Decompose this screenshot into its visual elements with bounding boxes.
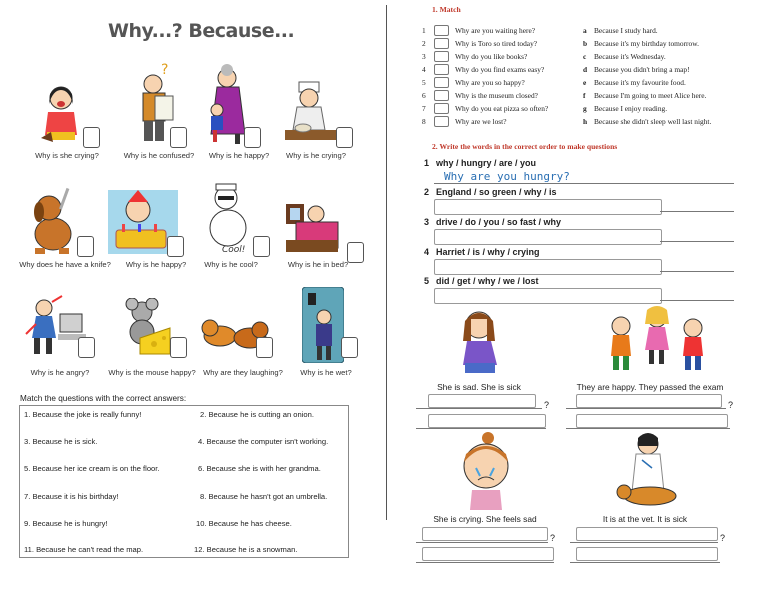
match-checkbox[interactable] (434, 116, 449, 127)
match-letter: h (583, 117, 588, 126)
answer-item: 5. Because her ice cream is on the floor. (24, 464, 160, 473)
match-row: 5 (422, 78, 426, 87)
match-row: 1 (422, 26, 426, 35)
sad-girl-picture (457, 305, 507, 377)
match-instruction: Match the questions with the correct answers: (20, 394, 187, 403)
order-words: England / so green / why / is (436, 187, 557, 197)
answer-box-12[interactable] (341, 337, 358, 358)
match-row: 8 (422, 117, 426, 126)
picture-caption: Why are they laughing? (203, 368, 283, 377)
wet-man-picture (302, 287, 344, 363)
page-divider (386, 5, 387, 520)
order-answer-input[interactable] (434, 259, 662, 275)
match-checkbox[interactable] (434, 38, 449, 49)
match-question: Why is Toro so tired today? (455, 39, 538, 48)
answer-item: 1. Because the joke is really funny! (24, 410, 142, 419)
picture-caption: Why does he have a knife? (19, 260, 111, 269)
picture-caption: Why is the mouse happy? (108, 368, 196, 377)
cool-label: Cool! (222, 245, 246, 255)
answer-box-4[interactable] (336, 127, 353, 148)
mouse-cheese-picture (120, 298, 176, 360)
vet-dog-picture (612, 430, 686, 512)
svg-text:?: ? (161, 62, 169, 78)
picture-caption: Why is he wet? (300, 368, 352, 377)
match-answer: Because I enjoy reading. (594, 104, 668, 113)
match-question: Why are you waiting here? (455, 26, 536, 35)
answer-line (570, 562, 720, 563)
match-letter: g (583, 104, 587, 113)
answer-line (566, 428, 730, 429)
match-letter: d (583, 65, 588, 74)
answer-item: 8. Because he hasn't got an umbrella. (200, 492, 328, 501)
answer-item: 9. Because he is hungry! (24, 519, 108, 528)
order-words: why / hungry / are / you (436, 158, 537, 168)
match-row: 6 (422, 91, 426, 100)
order-answer-line (660, 300, 734, 301)
match-question: Why do you eat pizza so often? (455, 104, 549, 113)
picture-answer-input[interactable] (422, 527, 548, 541)
match-question: Why are you so happy? (455, 78, 525, 87)
match-checkbox[interactable] (434, 51, 449, 62)
answer-item: 11. Because he can't read the map. (24, 545, 144, 554)
right-worksheet (400, 0, 768, 594)
picture-caption: Why is he happy? (125, 260, 187, 269)
picture-caption: It is at the vet. It is sick (602, 514, 688, 524)
order-number: 5 (424, 276, 430, 286)
answer-item: 2. Because he is cutting an onion. (200, 410, 314, 419)
order-number: 1 (424, 158, 430, 168)
order-section-title: 2. Write the words in the correct order to make questions (432, 142, 618, 151)
happy-kids-picture (597, 304, 717, 374)
order-answer-input[interactable] (434, 199, 662, 215)
dog-knife-picture (25, 186, 81, 258)
match-row: 4 (422, 65, 426, 74)
picture-answer-input[interactable] (576, 414, 728, 428)
order-answer-line (660, 271, 734, 272)
match-answer: Because I'm going to meet Alice here. (594, 91, 707, 100)
order-words: Harriet / is / why / crying (436, 247, 540, 257)
answer-box-7[interactable] (253, 236, 270, 257)
match-question: Why are we lost? (455, 117, 507, 126)
picture-caption: Why is he cool? (204, 260, 258, 269)
answer-box-6[interactable] (167, 236, 184, 257)
snowman-picture (200, 180, 260, 258)
match-question: Why is the museum closed? (455, 91, 538, 100)
sick-in-bed-picture (282, 200, 342, 256)
match-answer: Because it's my favourite food. (594, 78, 686, 87)
match-checkbox[interactable] (434, 90, 449, 101)
match-row: 7 (422, 104, 426, 113)
picture-answer-input[interactable] (422, 547, 554, 561)
picture-answer-input[interactable] (576, 527, 718, 541)
answer-item: 6. Because she is with her grandma. (198, 464, 321, 473)
order-answer-line (434, 183, 734, 184)
answer-box-3[interactable] (244, 127, 261, 148)
match-answer: Because she didn't sleep well last night. (594, 117, 712, 126)
match-answer: Because I study hard. (594, 26, 658, 35)
picture-caption: She is sad. She is sick (437, 382, 521, 392)
answers-table (19, 405, 349, 558)
order-words: did / get / why / we / lost (436, 276, 539, 286)
match-checkbox[interactable] (434, 64, 449, 75)
match-answer: Because it's my birthday tomorrow. (594, 39, 699, 48)
order-answer-input[interactable] (434, 288, 662, 304)
answer-item: 7. Because it is his birthday! (24, 492, 119, 501)
answer-line (416, 542, 548, 543)
answer-box-5[interactable] (77, 236, 94, 257)
picture-answer-input[interactable] (576, 394, 722, 408)
crying-girl-2-picture (460, 432, 514, 512)
crying-girl-picture (33, 80, 88, 146)
answer-line (416, 408, 542, 409)
order-words: drive / do / you / so fast / why (436, 217, 562, 227)
picture-caption: Why is he confused? (123, 151, 195, 160)
order-answer-line (660, 241, 734, 242)
match-letter: a (583, 26, 587, 35)
answer-item: 4. Because the computer isn't working. (198, 437, 329, 446)
answer-box-9[interactable] (78, 337, 95, 358)
order-number: 3 (424, 217, 430, 227)
picture-answer-input[interactable] (428, 414, 546, 428)
page-title: Why...? Because... (108, 20, 295, 42)
match-question: Why do you find exams easy? (455, 65, 545, 74)
match-letter: e (583, 78, 587, 87)
match-letter: f (583, 91, 586, 100)
match-letter: c (583, 52, 587, 61)
answer-line (416, 562, 554, 563)
picture-answer-input[interactable] (428, 394, 536, 408)
match-row: 2 (422, 39, 426, 48)
order-number: 4 (424, 247, 430, 257)
order-answer-line (660, 211, 734, 212)
picture-caption: Why is he crying? (286, 151, 346, 160)
picture-caption: They are happy. They passed the exam (576, 382, 724, 392)
match-checkbox[interactable] (434, 25, 449, 36)
match-section-title: 1. Match (432, 5, 461, 14)
answer-box-11[interactable] (256, 337, 273, 358)
match-checkbox[interactable] (434, 103, 449, 114)
picture-caption: Why is she crying? (35, 151, 99, 160)
match-letter: b (583, 39, 588, 48)
match-question: Why do you like books? (455, 52, 528, 61)
question-mark: ? (720, 533, 726, 543)
question-mark: ? (544, 400, 550, 410)
answer-item: 12. Because he is a snowman. (194, 545, 298, 554)
answer-line (570, 542, 718, 543)
answer-box-1[interactable] (83, 127, 100, 148)
order-answer-input[interactable] (434, 229, 662, 245)
answer-box-10[interactable] (170, 337, 187, 358)
question-mark: ? (728, 400, 734, 410)
picture-caption: She is crying. She feels sad (433, 514, 537, 524)
question-mark: ? (550, 533, 556, 543)
order-number: 2 (424, 187, 430, 197)
match-answer: Because it's Wednesday. (594, 52, 666, 61)
answer-line (416, 428, 546, 429)
match-answer: Because you didn't bring a map! (594, 65, 690, 74)
picture-caption: Why is he angry? (30, 368, 90, 377)
answer-line (566, 408, 726, 409)
picture-answer-input[interactable] (576, 547, 718, 561)
match-row: 3 (422, 52, 426, 61)
match-checkbox[interactable] (434, 77, 449, 88)
answer-box-2[interactable] (170, 127, 187, 148)
crying-cook-picture (283, 80, 339, 144)
picture-caption: Why is he in bed? (287, 260, 349, 269)
order-answer-text: Why are you hungry? (444, 170, 570, 183)
answer-item: 10. Because he has cheese. (196, 519, 292, 528)
picture-caption: Why is he happy? (208, 151, 270, 160)
answer-item: 3. Because he is sick. (24, 437, 98, 446)
